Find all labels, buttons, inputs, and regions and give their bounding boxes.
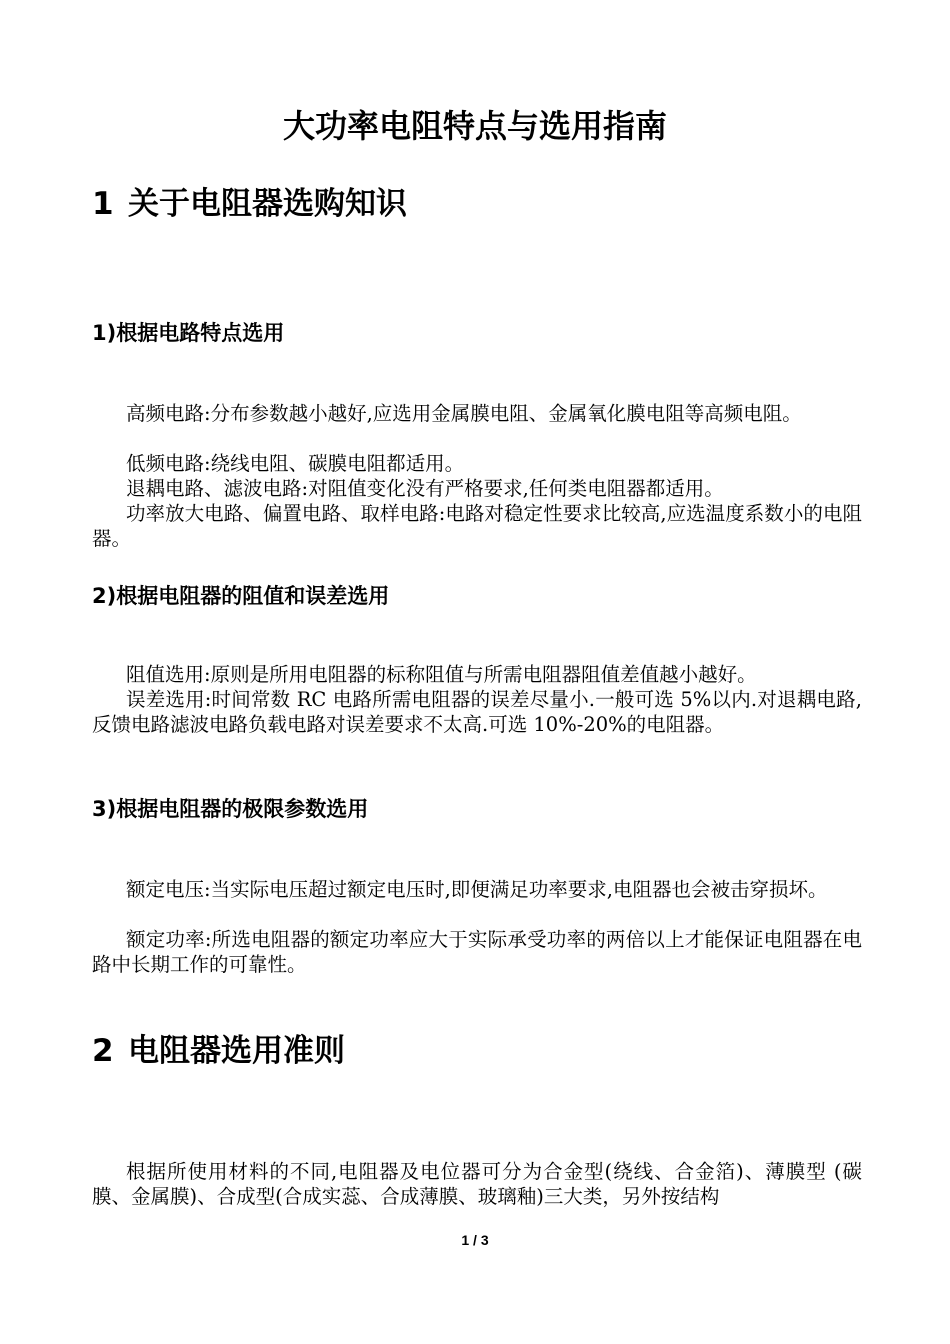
subsection-1-heading: 1)根据电路特点选用	[92, 321, 285, 345]
section-2-number: 2	[92, 1033, 114, 1069]
subsection-3-heading: 3)根据电阻器的极限参数选用	[92, 797, 369, 821]
subsection-2-heading: 2)根据电阻器的阻值和误差选用	[92, 584, 390, 608]
paragraph-low-frequency: 低频电路:绕线电阻、碳膜电阻都适用。	[126, 452, 465, 475]
paragraph-high-frequency: 高频电路:分布参数越小越好,应选用金属膜电阻、金属氧化膜电阻等高频电阻。	[126, 402, 802, 425]
paragraph-decoupling: 退耦电路、滤波电路:对阻值变化没有严格要求,任何类电阻器都适用。	[126, 477, 724, 500]
paragraph-rated-power: 额定功率:所选电阻器的额定功率应大于实际承受功率的两倍以上才能保证电阻器在电路中长期工作的可靠性。	[92, 928, 862, 976]
paragraph-resistance-selection: 阻值选用:原则是所用电阻器的标称阻值与所需电阻器阻值差值越小越好。	[126, 663, 757, 686]
paragraph-rated-voltage: 额定电压:当实际电压超过额定电压时,即便满足功率要求,电阻器也会被击穿损坏。	[126, 878, 828, 901]
paragraph-tolerance-selection: 误差选用:时间常数 RC 电路所需电阻器的误差尽量小.一般可选 5%以内.对退耦电路,反馈电路滤波电路负载电路对误差要求不太高.可选 10%-20%的电阻器。	[92, 688, 862, 736]
section-1-number: 1	[92, 186, 114, 222]
paragraph-material-classification: 根据所使用材料的不同,电阻器及电位器可分为合金型(绕线、合金箔)、薄膜型 (碳膜、金属膜)、合成型(合成实蕊、合成薄膜、玻璃釉)三大类，另外按结构	[92, 1160, 862, 1208]
document-title: 大功率电阻特点与选用指南	[282, 107, 667, 145]
paragraph-power-amplifier: 功率放大电路、偏置电路、取样电路:电路对稳定性要求比较高,应选温度系数小的电阻器。	[92, 502, 862, 550]
page-indicator: 1 / 3	[461, 1232, 489, 1248]
section-2-title: 电阻器选用准则	[128, 1033, 345, 1069]
section-2-heading	[92, 1030, 345, 1072]
section-1-title: 关于电阻器选购知识	[128, 186, 407, 222]
section-1-heading	[92, 183, 407, 225]
